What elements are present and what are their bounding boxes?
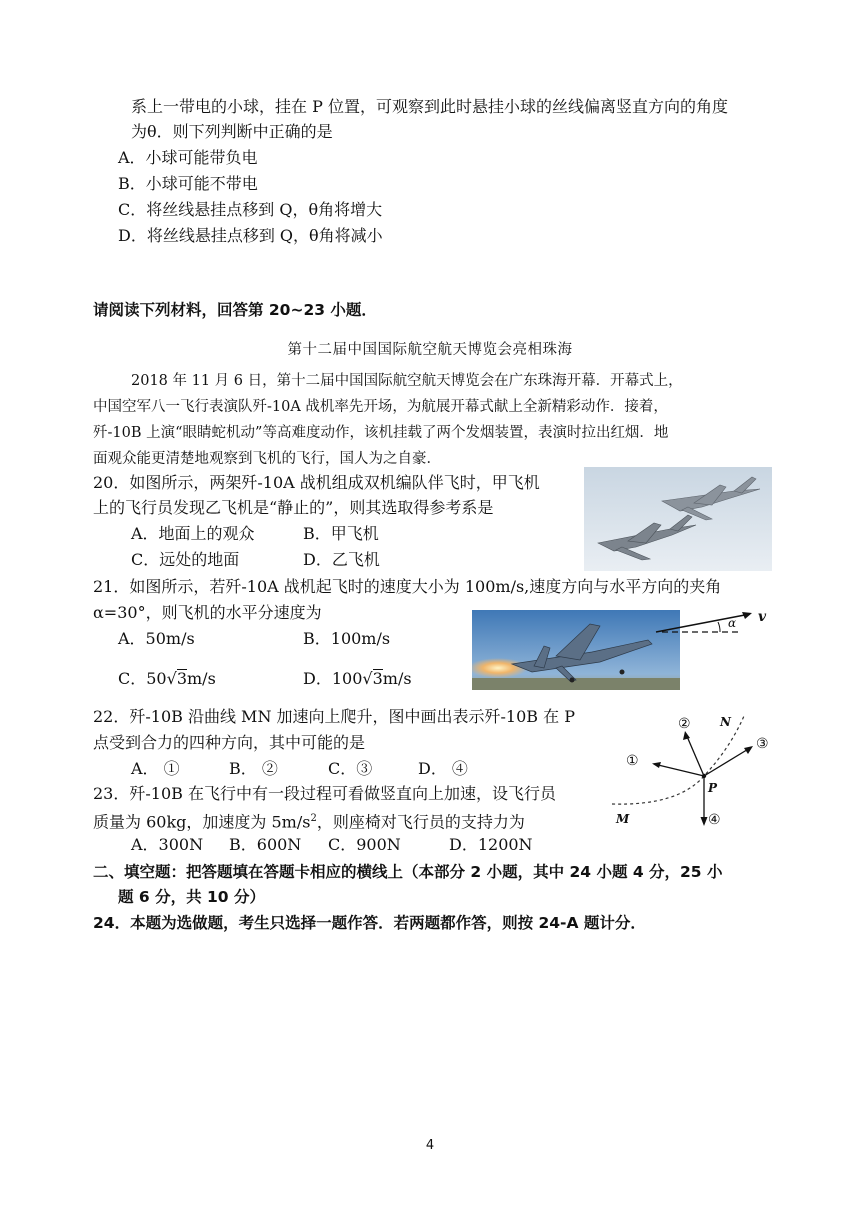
fig-label-2: ② bbox=[678, 716, 691, 732]
page-number: 4 bbox=[425, 1138, 435, 1153]
q20-option-c: C．远处的地面 bbox=[131, 550, 240, 569]
sqrt-argument: 3 bbox=[176, 669, 187, 688]
q20-option-b: B．甲飞机 bbox=[303, 524, 379, 543]
fig-v-label: v bbox=[758, 610, 767, 625]
q22-option-c: C．③ bbox=[328, 759, 373, 778]
section2-line2: 题 6 分，共 10 分） bbox=[118, 888, 265, 906]
q23-option-c: C．900N bbox=[328, 835, 401, 854]
q23-option-b: B．600N bbox=[229, 835, 302, 854]
fig-label-N: N bbox=[720, 715, 731, 729]
q23-line2 bbox=[93, 808, 525, 833]
sqrt-symbol: √ bbox=[166, 669, 177, 688]
q19-option-a: A．小球可能带负电 bbox=[118, 148, 258, 167]
article-line: 歼-10B 上演“眼睛蛇机动”等高难度动作，该机挂载了两个发烟装置，表演时拉出红烟．地 bbox=[93, 425, 669, 441]
article-title: 第十二届中国国际航空航天博览会亮相珠海 bbox=[287, 342, 573, 358]
sqrt-argument: 3 bbox=[372, 669, 383, 688]
q22-line2: 点受到合力的四种方向，其中可能的是 bbox=[93, 733, 366, 752]
q23-option-d: D．1200N bbox=[449, 835, 533, 854]
q21-unit: m/s bbox=[382, 669, 412, 688]
q22-option-d: D． ④ bbox=[418, 759, 468, 778]
q22-option-a: A． ① bbox=[131, 759, 180, 778]
q23-superscript: 2 bbox=[310, 813, 317, 824]
q20-line1: 20．如图所示，两架歼-10A 战机组成双机编队伴飞时，甲飞机 bbox=[93, 473, 540, 492]
q21-line1: 21．如图所示，若歼-10A 战机起飞时的速度大小为 100m/s,速度方向与水平方向的夹角 bbox=[93, 577, 722, 596]
q19-line1: 系上一带电的小球，挂在 P 位置，可观察到此时悬挂小球的丝线偏离竖直方向的角度 bbox=[131, 97, 728, 116]
material-heading: 请阅读下列材料，回答第 20~23 小题． bbox=[93, 301, 377, 319]
fig-alpha-label: α bbox=[728, 616, 737, 630]
article-line: 中国空军八一飞行表演队歼-10A 战机率先开场，为航展开幕式献上全新精彩动作．接着， bbox=[93, 399, 668, 415]
q21-option-c-label: C． bbox=[118, 669, 147, 688]
q23-option-a: A．300N bbox=[131, 835, 204, 854]
section2-line1: 二、填空题：把答题填在答题卡相应的横线上（本部分 2 小题，其中 24 小题 4 分，25 小 bbox=[93, 863, 723, 881]
fig-label-P: P bbox=[708, 781, 718, 795]
jets-formation-photo bbox=[584, 467, 772, 571]
q21-option-c bbox=[118, 668, 216, 690]
q22-option-b: B． ② bbox=[229, 759, 278, 778]
force-direction-diagram bbox=[608, 708, 808, 832]
article-line: 面观众能更清楚地观察到飞机的飞行，国人为之自豪． bbox=[93, 451, 441, 467]
q22-line1: 22．歼-10B 沿曲线 MN 加速向上爬升，图中画出表示歼-10B 在 P bbox=[93, 707, 575, 726]
fig-label-M: M bbox=[616, 812, 630, 826]
q23-line1: 23．歼-10B 在飞行中有一段过程可看做竖直向上加速，设飞行员 bbox=[93, 784, 556, 803]
fig-label-3: ③ bbox=[756, 736, 769, 752]
q21-option-d-coef: 100 bbox=[331, 669, 363, 688]
q19-line2: 为θ．则下列判断中正确的是 bbox=[131, 122, 333, 141]
q21-option-d-label: D． bbox=[303, 669, 332, 688]
q23-line2-text: 质量为 60kg，加速度为 5m/s bbox=[93, 812, 311, 832]
q23-line2-tail: ，则座椅对飞行员的支持力为 bbox=[316, 812, 525, 832]
fig-label-1: ① bbox=[626, 753, 639, 769]
q21-option-b: B．100m/s bbox=[303, 629, 391, 648]
q21-unit: m/s bbox=[187, 669, 216, 688]
q19-option-c: C．将丝线悬挂点移到 Q，θ角将增大 bbox=[118, 200, 383, 219]
fig-label-4: ④ bbox=[708, 812, 721, 828]
jet-takeoff-figure bbox=[472, 610, 777, 690]
sqrt-symbol: √ bbox=[362, 669, 373, 688]
q21-line2: α=30°，则飞机的水平分速度为 bbox=[93, 603, 322, 622]
q19-option-d: D．将丝线悬挂点移到 Q，θ角将减小 bbox=[118, 226, 383, 245]
q21-option-a: A．50m/s bbox=[118, 629, 195, 648]
q19-option-b: B．小球可能不带电 bbox=[118, 174, 258, 193]
q24-instruction: 24．本题为选做题，考生只选择一题作答．若两题都作答，则按 24-A 题计分． bbox=[93, 914, 646, 932]
q21-option-d bbox=[303, 668, 412, 690]
q20-option-d: D．乙飞机 bbox=[303, 550, 380, 569]
q20-line2: 上的飞行员发现乙飞机是“静止的”，则其选取得参考系是 bbox=[93, 498, 494, 517]
q21-option-c-coef: 50 bbox=[146, 669, 167, 688]
article-line: 2018 年 11 月 6 日，第十二届中国国际航空航天博览会在广东珠海开幕．开幕式上， bbox=[131, 373, 683, 389]
q20-option-a: A．地面上的观众 bbox=[131, 524, 255, 543]
